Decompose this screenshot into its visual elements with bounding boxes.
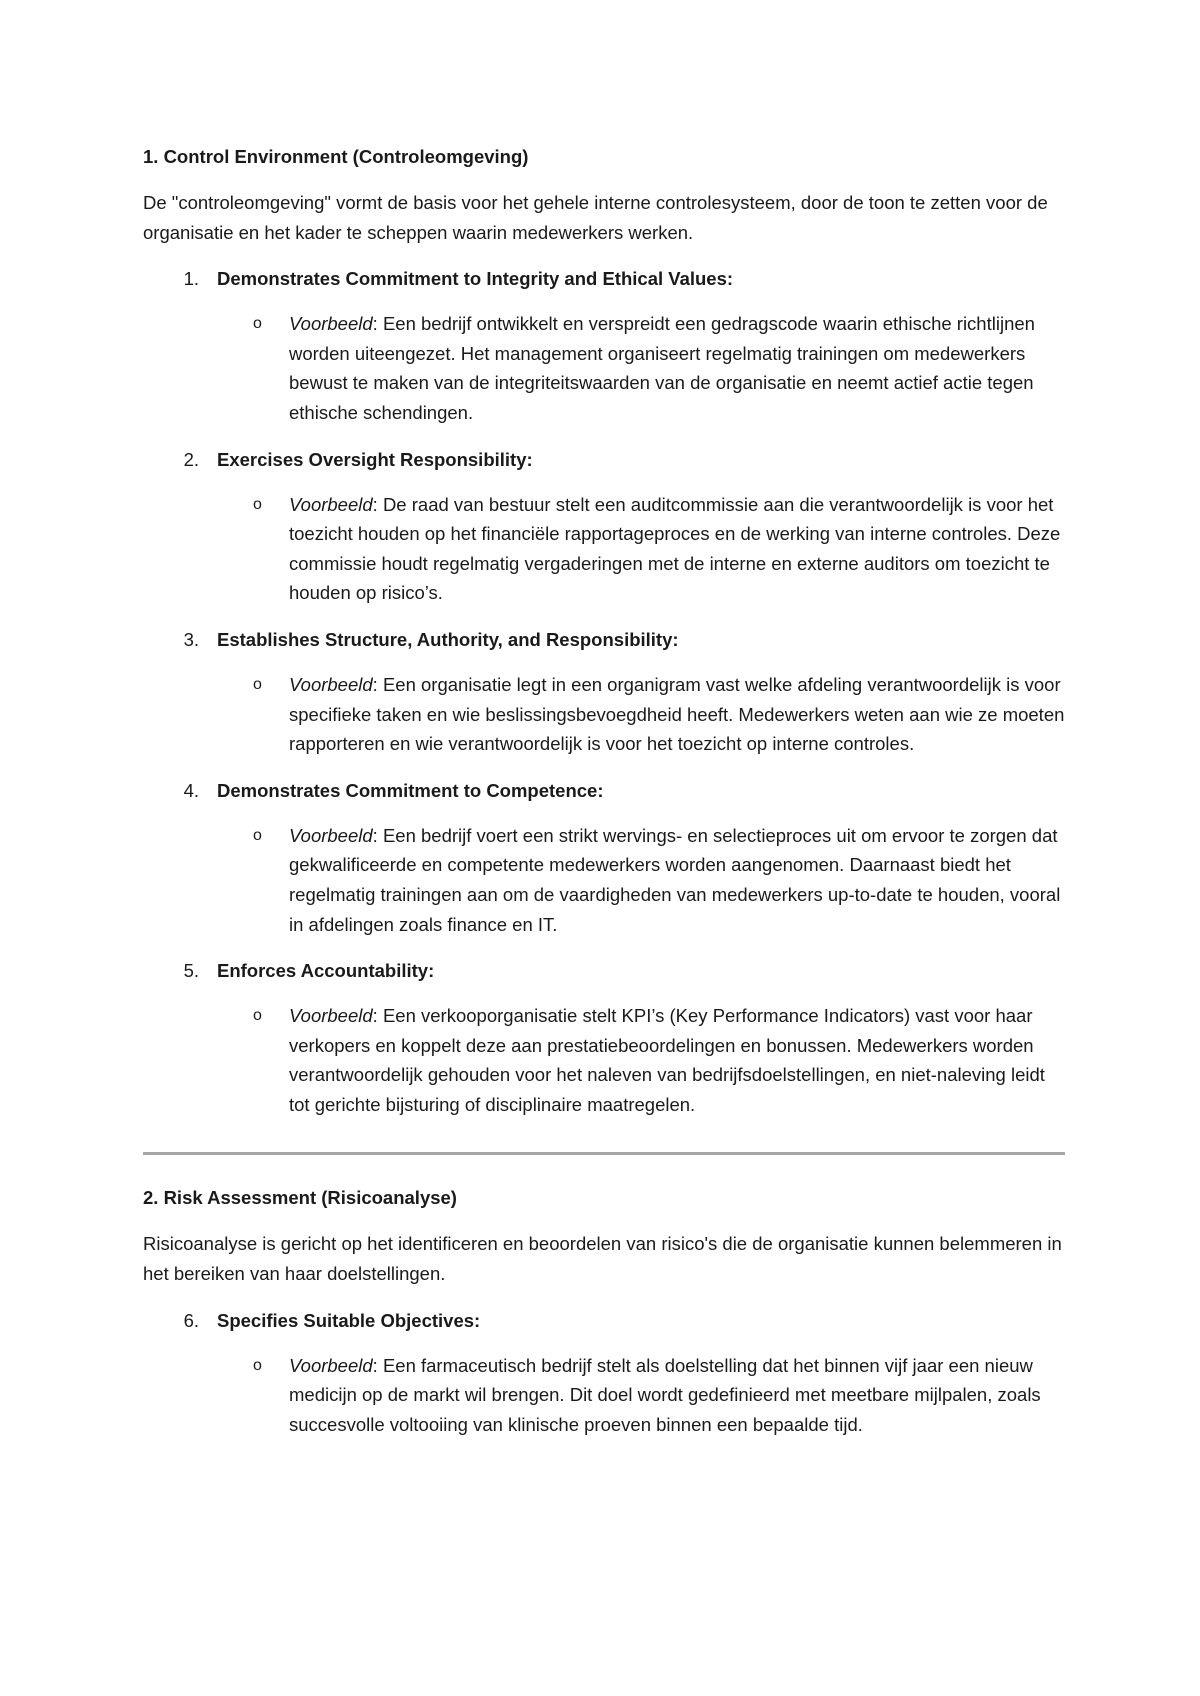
list-item <box>143 625 1065 759</box>
example-label: Voorbeeld <box>289 493 373 515</box>
bullet-icon: o <box>253 675 262 693</box>
section-divider <box>143 1152 1065 1155</box>
example-label: Voorbeeld <box>289 673 373 695</box>
list-item <box>143 1306 1065 1440</box>
example-label: Voorbeeld <box>289 1005 373 1027</box>
example-text: : Een bedrijf ontwikkelt en verspreidt een gedragscode waarin ethische richtlijnen worden uiteengezet. Het management organiseert regelmatig trainingen om medewerkers bewust te maken van de integriteitswaarden van de organisatie en neemt actief actie tegen ethische schendingen. <box>289 313 1035 423</box>
example-label: Voorbeeld <box>289 824 373 846</box>
list-item-heading: Specifies Suitable Objectives: <box>217 1309 481 1331</box>
list-number: 3. <box>183 628 199 650</box>
list-item <box>143 445 1065 608</box>
example-text: : Een bedrijf voert een strikt wervings- en selectieproces uit om ervoor te zorgen dat gekwalificeerde en competente medewerkers worden aangenomen. Daarnaast biedt het regelmatig trainingen aan om de vaardigheden van medewerkers up-to-date te houden, vooral in afdelingen zoals finance en IT. <box>289 824 1061 935</box>
section-risk-assessment <box>143 1183 1065 1439</box>
bullet-icon: o <box>253 315 262 333</box>
section-title: 2. Risk Assessment (Risicoanalyse) <box>143 1187 457 1209</box>
list-number: 4. <box>183 779 199 801</box>
section-intro: Risicoanalyse is gericht op het identificeren en beoordelen van risico's die de organisatie kunnen belemmeren in het bereiken van haar doelstellingen. <box>143 1233 1062 1285</box>
section-title: 1. Control Environment (Controleomgeving) <box>143 146 529 167</box>
list-number: 1. <box>183 268 199 290</box>
list-item-heading: Demonstrates Commitment to Integrity and Ethical Values: <box>217 268 734 290</box>
bullet-icon: o <box>253 826 262 844</box>
list-item <box>143 264 1065 427</box>
list-number: 6. <box>183 1309 199 1331</box>
example-text: : De raad van bestuur stelt een auditcommissie aan die verantwoordelijk is voor het toezicht houden op het financiële rapportageproces en de werking van interne controles. Deze commissie houdt regelmatig vergaderingen met de interne en externe auditors om toezicht te houden op risico’s. <box>289 493 1061 604</box>
list-number: 2. <box>183 448 199 470</box>
example-label: Voorbeeld <box>289 313 373 335</box>
bullet-icon: o <box>253 1356 262 1374</box>
example-text: : Een organisatie legt in een organigram vast welke afdeling verantwoordelijk is voor specifieke taken en wie beslissingsbevoegdheid heeft. Medewerkers weten aan wie ze moeten rapporteren en wie verantwoordelijk is voor het toezicht op interne controles. <box>289 673 1065 755</box>
list-item <box>143 776 1065 939</box>
example-text: : Een verkooporganisatie stelt KPI’s (Key Performance Indicators) vast voor haar verkopers en koppelt deze aan prestatiebeoordelingen en bonussen. Medewerkers worden verantwoordelijk gehouden voor het naleven van bedrijfsdoelstellingen, en niet-naleving leidt tot gerichte bijsturing of disciplinaire maatregelen. <box>289 1005 1045 1115</box>
bullet-icon: o <box>253 1007 262 1025</box>
list-item <box>143 956 1065 1119</box>
list-item-heading: Exercises Oversight Responsibility: <box>217 448 533 470</box>
example-text: : Een farmaceutisch bedrijf stelt als doelstelling dat het binnen vijf jaar een nieuw medicijn op de markt wil brengen. Dit doel wordt gedefinieerd met meetbare mijlpalen, zoals succesvolle voltooiing van klinische proeven binnen een bepaalde tijd. <box>289 1354 1041 1435</box>
bullet-icon: o <box>253 495 262 513</box>
list-item-heading: Establishes Structure, Authority, and Responsibility: <box>217 628 679 650</box>
section-intro: De "controleomgeving" vormt de basis voor het gehele interne controlesysteem, door de toon te zetten voor de organisatie en het kader te scheppen waarin medewerkers werken. <box>143 192 1048 243</box>
list-item-heading: Demonstrates Commitment to Competence: <box>217 779 604 801</box>
example-label: Voorbeeld <box>289 1354 373 1376</box>
list-item-heading: Enforces Accountability: <box>217 960 435 982</box>
list-number: 5. <box>183 960 199 982</box>
